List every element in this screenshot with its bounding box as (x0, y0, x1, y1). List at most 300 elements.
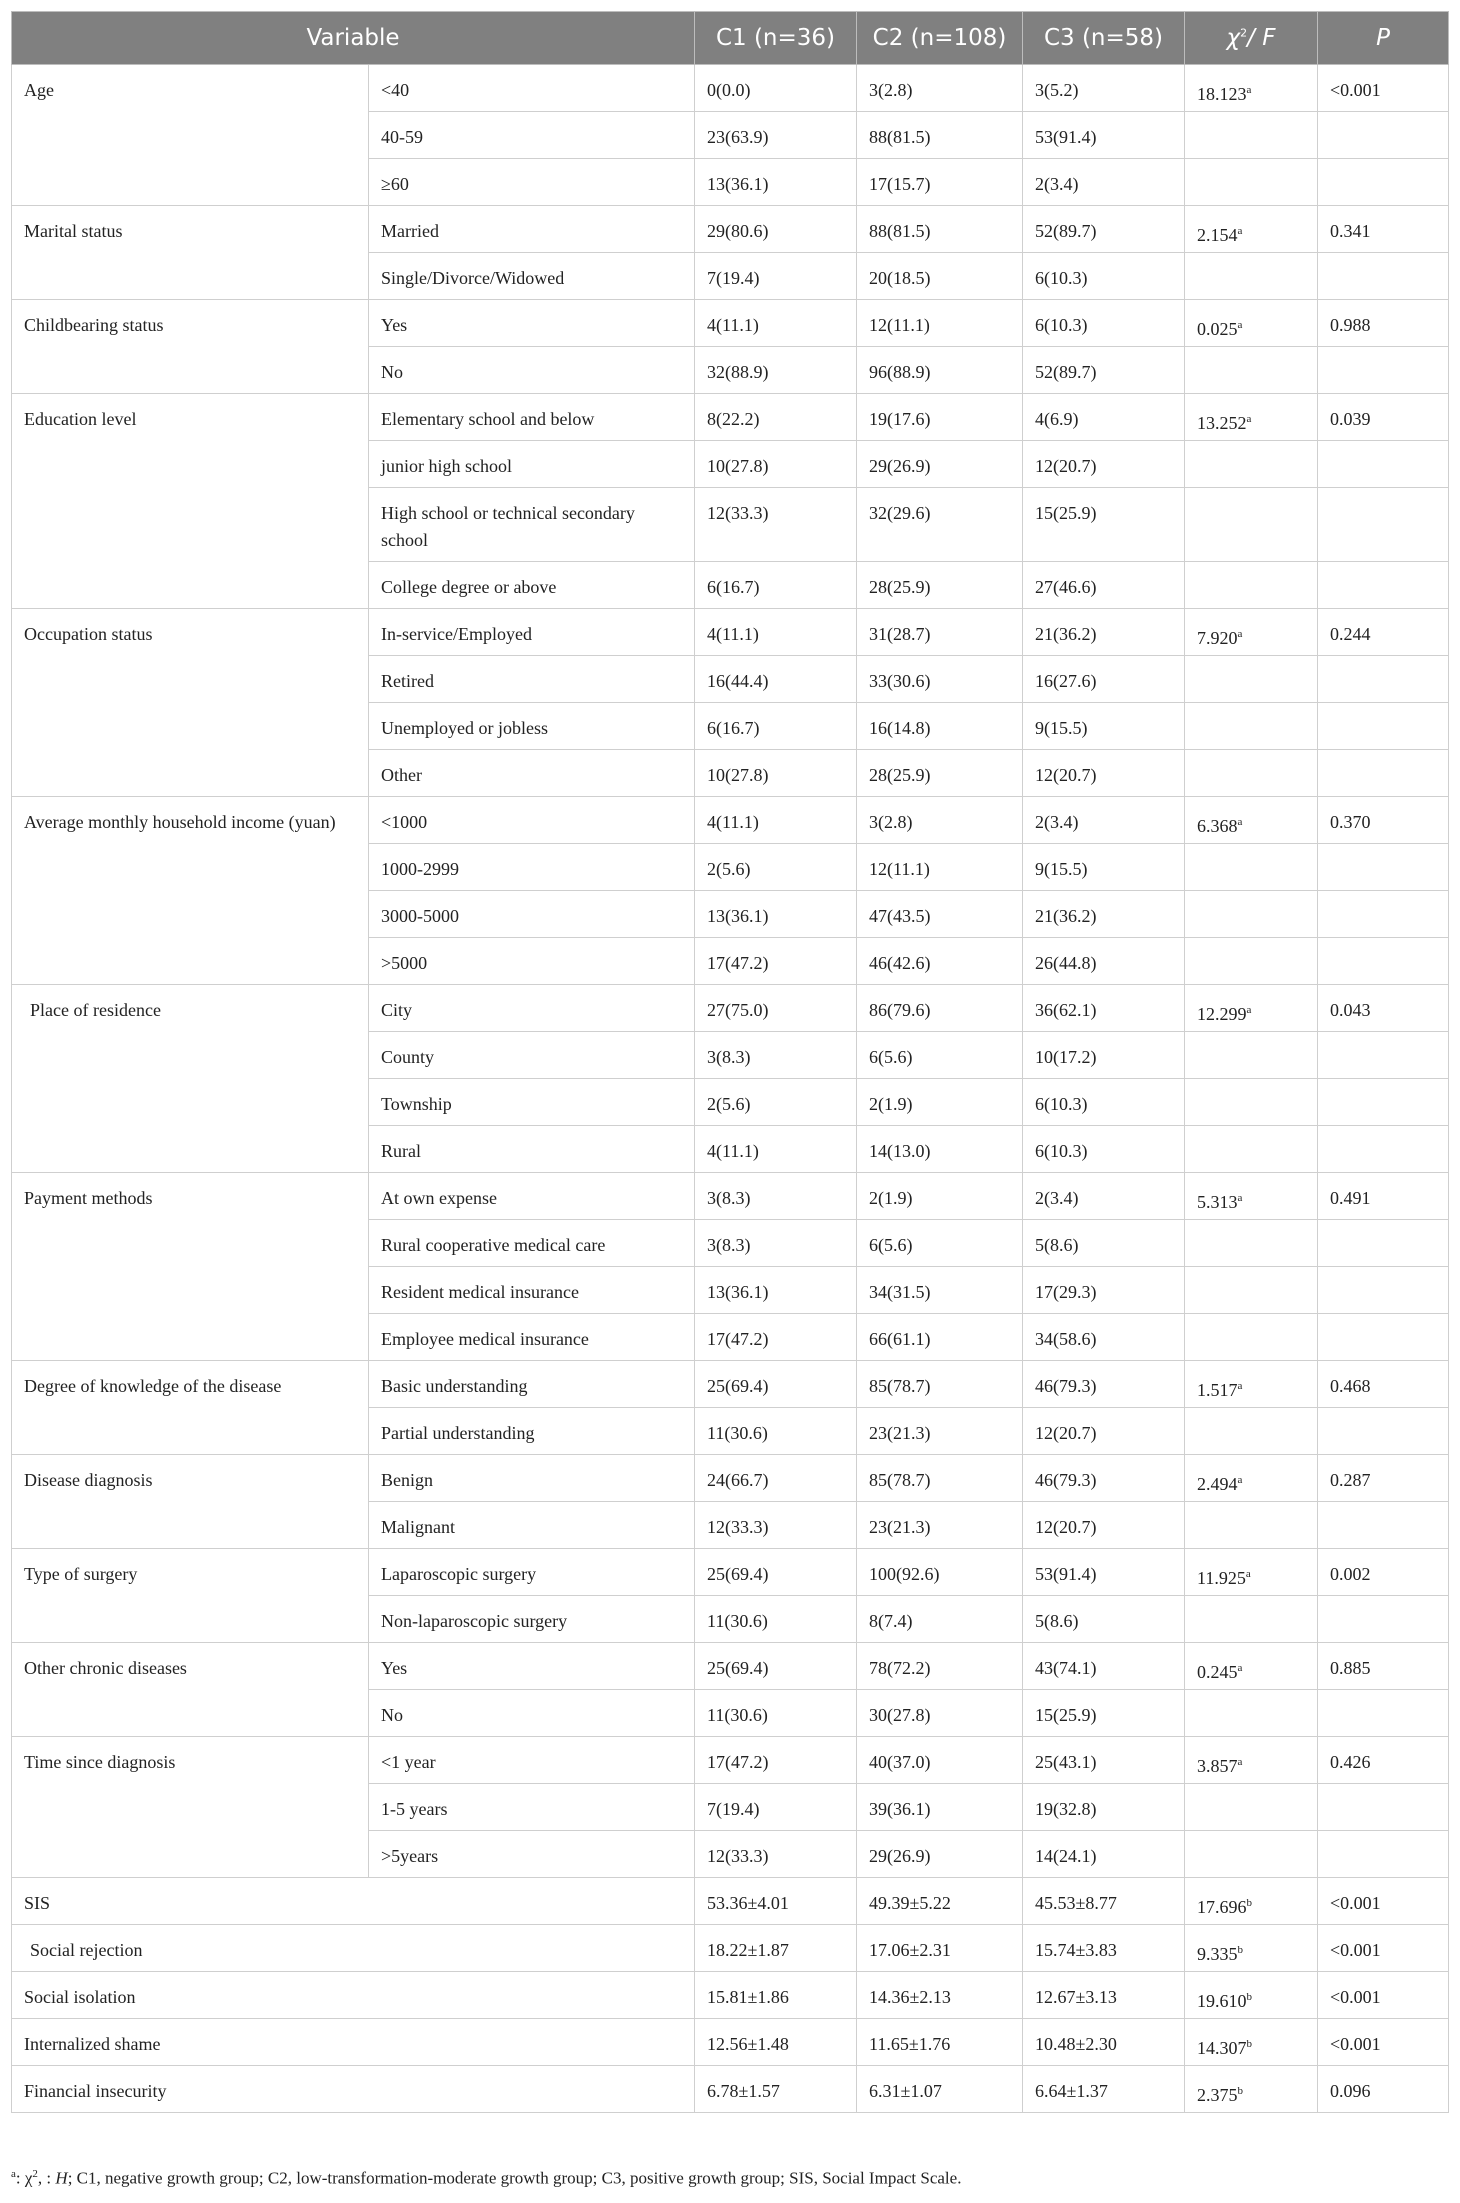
category-label: <40 (369, 65, 695, 112)
p-value: <0.001 (1318, 1972, 1449, 2019)
c2-value: 16(14.8) (857, 703, 1023, 750)
variable-label: Age (12, 65, 369, 206)
summary-row (12, 2019, 1449, 2066)
stat-cell-empty (1185, 703, 1318, 750)
stat-cell-empty (1185, 347, 1318, 394)
c1-value: 10(27.8) (695, 441, 857, 488)
stat-sup: a (1246, 84, 1252, 96)
table-row (12, 65, 1449, 112)
p-value: 0.341 (1318, 206, 1449, 253)
p-value: 0.988 (1318, 300, 1449, 347)
category-label: County (369, 1032, 695, 1079)
category-label: Rural (369, 1126, 695, 1173)
stat-cell (1185, 2019, 1318, 2066)
p-cell-empty (1318, 1220, 1449, 1267)
p-cell-empty (1318, 1502, 1449, 1549)
category-label: Married (369, 206, 695, 253)
p-value: 0.370 (1318, 797, 1449, 844)
stat-cell-empty (1185, 441, 1318, 488)
c2-value: 78(72.2) (857, 1643, 1023, 1690)
header-c1: C1 (n=36) (695, 12, 857, 65)
c1-value: 3(8.3) (695, 1173, 857, 1220)
category-label: Laparoscopic surgery (369, 1549, 695, 1596)
c3-value: 9(15.5) (1023, 703, 1185, 750)
c1-value: 17(47.2) (695, 1737, 857, 1784)
c2-value: 88(81.5) (857, 206, 1023, 253)
c1-value: 6.78±1.57 (695, 2066, 857, 2113)
summary-row (12, 1878, 1449, 1925)
p-cell-empty (1318, 1314, 1449, 1361)
c2-value: 8(7.4) (857, 1596, 1023, 1643)
stat-value: 2.154 (1197, 225, 1238, 245)
category-label: City (369, 985, 695, 1032)
category-label: College degree or above (369, 562, 695, 609)
p-cell-empty (1318, 1408, 1449, 1455)
p-cell-empty (1318, 1690, 1449, 1737)
p-cell-empty (1318, 441, 1449, 488)
c3-value: 6(10.3) (1023, 1126, 1185, 1173)
c3-value: 17(29.3) (1023, 1267, 1185, 1314)
variable-label: Average monthly household income (yuan) (12, 797, 369, 985)
c2-value: 14(13.0) (857, 1126, 1023, 1173)
stat-value: 7.920 (1197, 628, 1238, 648)
category-label: <1000 (369, 797, 695, 844)
stat-value: 2.494 (1197, 1474, 1238, 1494)
p-cell-empty (1318, 1784, 1449, 1831)
p-value: 0.468 (1318, 1361, 1449, 1408)
table-row (12, 1737, 1449, 1784)
variable-label: Type of surgery (12, 1549, 369, 1643)
p-cell-empty (1318, 112, 1449, 159)
stat-cell-empty (1185, 1220, 1318, 1267)
c3-value: 10(17.2) (1023, 1032, 1185, 1079)
c2-value: 2(1.9) (857, 1079, 1023, 1126)
c3-value: 52(89.7) (1023, 347, 1185, 394)
c2-value: 23(21.3) (857, 1408, 1023, 1455)
category-label: Partial understanding (369, 1408, 695, 1455)
c1-value: 11(30.6) (695, 1408, 857, 1455)
c2-value: 12(11.1) (857, 300, 1023, 347)
c3-value: 2(3.4) (1023, 159, 1185, 206)
c2-value: 34(31.5) (857, 1267, 1023, 1314)
category-label: 40-59 (369, 112, 695, 159)
stat-value: 5.313 (1197, 1192, 1238, 1212)
p-value: 0.043 (1318, 985, 1449, 1032)
category-label: Rural cooperative medical care (369, 1220, 695, 1267)
c2-value: 23(21.3) (857, 1502, 1023, 1549)
c1-value: 32(88.9) (695, 347, 857, 394)
c1-value: 25(69.4) (695, 1643, 857, 1690)
c1-value: 11(30.6) (695, 1690, 857, 1737)
c3-value: 26(44.8) (1023, 938, 1185, 985)
c1-value: 13(36.1) (695, 159, 857, 206)
summary-row (12, 1972, 1449, 2019)
p-cell-empty (1318, 750, 1449, 797)
c1-value: 6(16.7) (695, 562, 857, 609)
c1-value: 24(66.7) (695, 1455, 857, 1502)
stat-value: 3.857 (1197, 1756, 1238, 1776)
p-value: 0.491 (1318, 1173, 1449, 1220)
p-value: <0.001 (1318, 1925, 1449, 1972)
c3-value: 15(25.9) (1023, 1690, 1185, 1737)
c2-value: 66(61.1) (857, 1314, 1023, 1361)
category-label: Retired (369, 656, 695, 703)
stat-value: 2.375 (1197, 2085, 1238, 2105)
c1-value: 4(11.1) (695, 1126, 857, 1173)
c3-value: 53(91.4) (1023, 112, 1185, 159)
c2-value: 2(1.9) (857, 1173, 1023, 1220)
category-label: High school or technical secondary school (369, 488, 695, 562)
category-label: 1000-2999 (369, 844, 695, 891)
stat-sup: a (1245, 1568, 1251, 1580)
stat-value: 6.368 (1197, 816, 1238, 836)
c2-value: 6(5.6) (857, 1220, 1023, 1267)
stat-cell (1185, 1972, 1318, 2019)
p-cell-empty (1318, 159, 1449, 206)
c1-value: 0(0.0) (695, 65, 857, 112)
variable-label: Payment methods (12, 1173, 369, 1361)
p-value: <0.001 (1318, 2019, 1449, 2066)
stat-cell-empty (1185, 1831, 1318, 1878)
stat-cell (1185, 1361, 1318, 1408)
c2-value: 86(79.6) (857, 985, 1023, 1032)
category-label: <1 year (369, 1737, 695, 1784)
stat-sup: a (1237, 816, 1243, 828)
c3-value: 4(6.9) (1023, 394, 1185, 441)
c2-value: 85(78.7) (857, 1455, 1023, 1502)
variable-label: Other chronic diseases (12, 1643, 369, 1737)
variable-label: Time since diagnosis (12, 1737, 369, 1878)
category-label: Township (369, 1079, 695, 1126)
c3-value: 5(8.6) (1023, 1220, 1185, 1267)
stat-value: 17.696 (1197, 1897, 1247, 1917)
category-label: Employee medical insurance (369, 1314, 695, 1361)
c1-value: 8(22.2) (695, 394, 857, 441)
p-cell-empty (1318, 1126, 1449, 1173)
category-label: Elementary school and below (369, 394, 695, 441)
stat-cell-empty (1185, 656, 1318, 703)
p-cell-empty (1318, 1267, 1449, 1314)
c3-value: 6(10.3) (1023, 300, 1185, 347)
c3-value: 2(3.4) (1023, 1173, 1185, 1220)
variable-label: Occupation status (12, 609, 369, 797)
category-label: In-service/Employed (369, 609, 695, 656)
variable-label: Childbearing status (12, 300, 369, 394)
footnote-sup: a (11, 2168, 16, 2180)
c2-value: 47(43.5) (857, 891, 1023, 938)
c1-value: 12.56±1.48 (695, 2019, 857, 2066)
stat-value: 13.252 (1197, 413, 1247, 433)
c2-value: 17.06±2.31 (857, 1925, 1023, 1972)
stat-cell-empty (1185, 1502, 1318, 1549)
c2-value: 46(42.6) (857, 938, 1023, 985)
c1-value: 3(8.3) (695, 1220, 857, 1267)
stat-cell (1185, 1878, 1318, 1925)
variable-label: Education level (12, 394, 369, 609)
stat-sup: a (1237, 1474, 1243, 1486)
c3-value: 3(5.2) (1023, 65, 1185, 112)
summary-label: Financial insecurity (12, 2066, 695, 2113)
stat-cell-empty (1185, 1784, 1318, 1831)
category-label: Other (369, 750, 695, 797)
stat-cell (1185, 1173, 1318, 1220)
c3-value: 10.48±2.30 (1023, 2019, 1185, 2066)
c1-value: 25(69.4) (695, 1549, 857, 1596)
stat-cell-empty (1185, 562, 1318, 609)
p-cell-empty (1318, 703, 1449, 750)
category-label: Unemployed or jobless (369, 703, 695, 750)
category-label: >5000 (369, 938, 695, 985)
category-label: Basic understanding (369, 1361, 695, 1408)
stat-cell-empty (1185, 488, 1318, 562)
p-value: <0.001 (1318, 65, 1449, 112)
category-label: No (369, 1690, 695, 1737)
stat-cell (1185, 2066, 1318, 2113)
chi-symbol: χ (1226, 25, 1241, 51)
category-label: ≥60 (369, 159, 695, 206)
table-row (12, 394, 1449, 441)
c3-value: 9(15.5) (1023, 844, 1185, 891)
table-row (12, 797, 1449, 844)
c1-value: 13(36.1) (695, 891, 857, 938)
c3-value: 14(24.1) (1023, 1831, 1185, 1878)
c2-value: 11.65±1.76 (857, 2019, 1023, 2066)
c3-value: 12(20.7) (1023, 441, 1185, 488)
c1-value: 17(47.2) (695, 938, 857, 985)
category-label: junior high school (369, 441, 695, 488)
p-cell-empty (1318, 1831, 1449, 1878)
summary-label: SIS (12, 1878, 695, 1925)
c1-value: 4(11.1) (695, 797, 857, 844)
c2-value: 31(28.7) (857, 609, 1023, 656)
category-label: Malignant (369, 1502, 695, 1549)
p-value: <0.001 (1318, 1878, 1449, 1925)
summary-label: Social isolation (12, 1972, 695, 2019)
chi-sup: 2 (1240, 26, 1248, 40)
category-label: 1-5 years (369, 1784, 695, 1831)
stat-sup: a (1246, 413, 1252, 425)
stat-cell (1185, 609, 1318, 656)
c2-value: 32(29.6) (857, 488, 1023, 562)
header-p (1318, 12, 1449, 65)
stat-cell-empty (1185, 1032, 1318, 1079)
c3-value: 6(10.3) (1023, 253, 1185, 300)
c3-value: 21(36.2) (1023, 609, 1185, 656)
stat-sup: b (1237, 1944, 1243, 1956)
footnote-pre: : χ (15, 2168, 33, 2188)
p-value: 0.039 (1318, 394, 1449, 441)
stat-cell-empty (1185, 750, 1318, 797)
summary-row (12, 2066, 1449, 2113)
c1-value: 13(36.1) (695, 1267, 857, 1314)
p-cell-empty (1318, 488, 1449, 562)
c2-value: 14.36±2.13 (857, 1972, 1023, 2019)
p-value: 0.244 (1318, 609, 1449, 656)
stat-sup: a (1237, 1662, 1243, 1674)
c2-value: 88(81.5) (857, 112, 1023, 159)
stat-value: 11.925 (1197, 1568, 1246, 1588)
footnote (11, 2168, 961, 2189)
stat-sup: a (1237, 225, 1243, 237)
c2-value: 3(2.8) (857, 797, 1023, 844)
table-row (12, 1455, 1449, 1502)
variable-label: Degree of knowledge of the disease (12, 1361, 369, 1455)
stat-cell (1185, 65, 1318, 112)
header-row (12, 12, 1449, 65)
variable-label: Marital status (12, 206, 369, 300)
c3-value: 25(43.1) (1023, 1737, 1185, 1784)
stat-cell (1185, 1925, 1318, 1972)
p-cell-empty (1318, 1596, 1449, 1643)
stat-cell-empty (1185, 1408, 1318, 1455)
c3-value: 19(32.8) (1023, 1784, 1185, 1831)
c3-value: 2(3.4) (1023, 797, 1185, 844)
variable-label: Place of residence (12, 985, 369, 1173)
stat-value: 14.307 (1197, 2038, 1247, 2058)
c3-value: 21(36.2) (1023, 891, 1185, 938)
stat-sup: a (1237, 1192, 1243, 1204)
c1-value: 25(69.4) (695, 1361, 857, 1408)
stat-cell-empty (1185, 159, 1318, 206)
c1-value: 11(30.6) (695, 1596, 857, 1643)
stat-sup: b (1237, 2085, 1243, 2097)
p-cell-empty (1318, 562, 1449, 609)
stat-cell-empty (1185, 1126, 1318, 1173)
stat-rest: / F (1247, 25, 1276, 51)
footnote-text: ; C1, negative growth group; C2, low-transformation-moderate growth group; C3, positive growth group; SIS, Social Impact Scale. (67, 2168, 962, 2188)
stat-cell (1185, 1737, 1318, 1784)
c3-value: 52(89.7) (1023, 206, 1185, 253)
c1-value: 29(80.6) (695, 206, 857, 253)
c1-value: 17(47.2) (695, 1314, 857, 1361)
stat-value: 18.123 (1197, 84, 1247, 104)
p-label: P (1376, 25, 1390, 51)
c1-value: 18.22±1.87 (695, 1925, 857, 1972)
c2-value: 30(27.8) (857, 1690, 1023, 1737)
c1-value: 23(63.9) (695, 112, 857, 159)
c2-value: 28(25.9) (857, 562, 1023, 609)
stat-cell-empty (1185, 253, 1318, 300)
c3-value: 15.74±3.83 (1023, 1925, 1185, 1972)
c2-value: 49.39±5.22 (857, 1878, 1023, 1925)
c3-value: 27(46.6) (1023, 562, 1185, 609)
table-body (12, 65, 1449, 2113)
c1-value: 4(11.1) (695, 609, 857, 656)
c1-value: 16(44.4) (695, 656, 857, 703)
p-value: 0.885 (1318, 1643, 1449, 1690)
stat-cell (1185, 1455, 1318, 1502)
c2-value: 3(2.8) (857, 65, 1023, 112)
stat-sup: b (1246, 1991, 1252, 2003)
p-cell-empty (1318, 891, 1449, 938)
stat-cell (1185, 1643, 1318, 1690)
stat-cell-empty (1185, 1690, 1318, 1737)
c1-value: 12(33.3) (695, 1831, 857, 1878)
c2-value: 29(26.9) (857, 1831, 1023, 1878)
table-row (12, 300, 1449, 347)
category-label: Benign (369, 1455, 695, 1502)
c3-value: 12(20.7) (1023, 1408, 1185, 1455)
c2-value: 20(18.5) (857, 253, 1023, 300)
category-label: No (369, 347, 695, 394)
c1-value: 12(33.3) (695, 488, 857, 562)
c3-value: 15(25.9) (1023, 488, 1185, 562)
stat-value: 1.517 (1197, 1380, 1238, 1400)
summary-label: Internalized shame (12, 2019, 695, 2066)
stat-value: 12.299 (1197, 1004, 1247, 1024)
c2-value: 100(92.6) (857, 1549, 1023, 1596)
c2-value: 19(17.6) (857, 394, 1023, 441)
p-cell-empty (1318, 844, 1449, 891)
c2-value: 40(37.0) (857, 1737, 1023, 1784)
stat-cell (1185, 797, 1318, 844)
table-row (12, 1549, 1449, 1596)
stat-cell (1185, 206, 1318, 253)
c1-value: 7(19.4) (695, 1784, 857, 1831)
stat-cell (1185, 985, 1318, 1032)
category-label: Resident medical insurance (369, 1267, 695, 1314)
stat-cell (1185, 300, 1318, 347)
summary-row (12, 1925, 1449, 1972)
c3-value: 34(58.6) (1023, 1314, 1185, 1361)
table-row (12, 609, 1449, 656)
c1-value: 6(16.7) (695, 703, 857, 750)
c1-value: 7(19.4) (695, 253, 857, 300)
stat-sup: a (1246, 1004, 1252, 1016)
c3-value: 36(62.1) (1023, 985, 1185, 1032)
stat-value: 9.335 (1197, 1944, 1238, 1964)
c2-value: 29(26.9) (857, 441, 1023, 488)
stat-cell-empty (1185, 112, 1318, 159)
stat-cell-empty (1185, 844, 1318, 891)
header-stat (1185, 12, 1318, 65)
c2-value: 85(78.7) (857, 1361, 1023, 1408)
c1-value: 27(75.0) (695, 985, 857, 1032)
c3-value: 46(79.3) (1023, 1361, 1185, 1408)
table-row (12, 1173, 1449, 1220)
header-variable: Variable (12, 12, 695, 65)
c2-value: 6.31±1.07 (857, 2066, 1023, 2113)
c3-value: 53(91.4) (1023, 1549, 1185, 1596)
table-row (12, 985, 1449, 1032)
category-label: 3000-5000 (369, 891, 695, 938)
c2-value: 17(15.7) (857, 159, 1023, 206)
c2-value: 12(11.1) (857, 844, 1023, 891)
category-label: Single/Divorce/Widowed (369, 253, 695, 300)
stat-value: 19.610 (1197, 1991, 1247, 2011)
results-table (11, 11, 1449, 2113)
stat-cell-empty (1185, 1267, 1318, 1314)
c3-value: 16(27.6) (1023, 656, 1185, 703)
c3-value: 12.67±3.13 (1023, 1972, 1185, 2019)
c1-value: 15.81±1.86 (695, 1972, 857, 2019)
stat-cell-empty (1185, 1079, 1318, 1126)
stat-sup: a (1237, 1756, 1243, 1768)
stat-sup: b (1246, 2038, 1252, 2050)
c3-value: 5(8.6) (1023, 1596, 1185, 1643)
category-label: >5years (369, 1831, 695, 1878)
c3-value: 6(10.3) (1023, 1079, 1185, 1126)
p-cell-empty (1318, 1032, 1449, 1079)
table-row (12, 1361, 1449, 1408)
category-label: Yes (369, 300, 695, 347)
category-label: Non-laparoscopic surgery (369, 1596, 695, 1643)
p-value: 0.287 (1318, 1455, 1449, 1502)
p-cell-empty (1318, 347, 1449, 394)
c1-value: 53.36±4.01 (695, 1878, 857, 1925)
header-c2: C2 (n=108) (857, 12, 1023, 65)
c2-value: 28(25.9) (857, 750, 1023, 797)
